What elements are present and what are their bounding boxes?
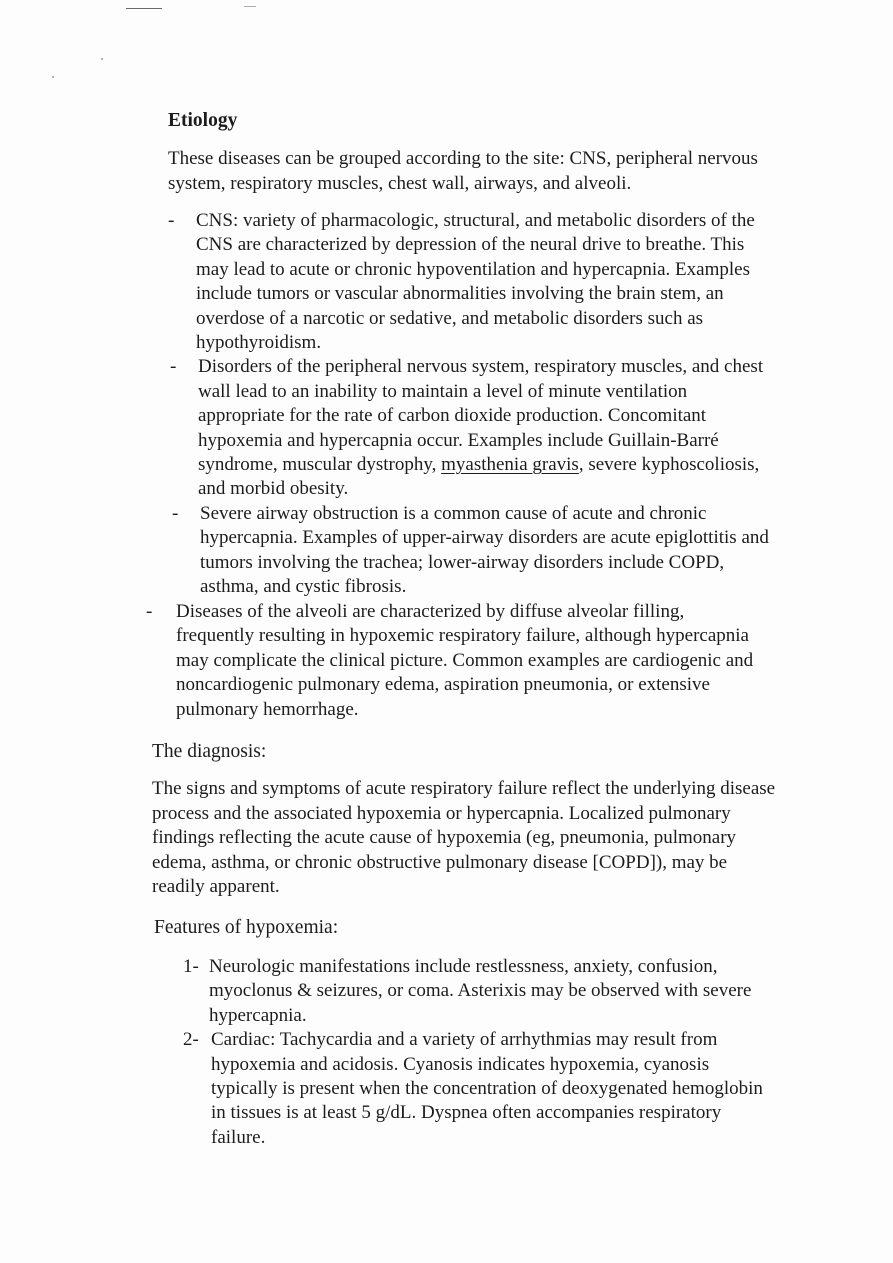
list-item — [170, 355, 770, 501]
underlined-term: myasthenia gravis — [441, 454, 579, 476]
alveoli-item-container — [146, 600, 766, 722]
scan-artifact-line — [244, 6, 256, 7]
scan-artifact-dot — [52, 76, 54, 78]
list-item-text: CNS: variety of pharmacologic, structural, and metabolic disorders of the CNS are characterized by depression of the neural drive to breathe. This may lead to acute or chronic hypoventilation and hypercapnia. Examples include tumors or vascular abnormalities involving the brain stem, an overdose of a narcotic or sedative, and metabolic disorders such as hypothyroidism. — [196, 210, 755, 354]
list-item-text: Cardiac: Tachycardia and a variety of arrhythmias may result from hypoxemia and acidosis. Cyanosis indicates hypoxemia, cyanosis typically is present when the concentration of deoxygenated hemoglobin in tissues is at least 5 g/dL. Dyspnea often accompanies respiratory failure. — [211, 1029, 763, 1148]
list-number: 1- — [183, 956, 199, 977]
list-item-text: Disorders of the peripheral nervous system, respiratory muscles, and chest wall lead to an inability to maintain a level of minute ventilation appropriate for the rate of carbon dioxide production. Concomitant hypoxemia and hypercapnia occur. Examples include Guillain-Barré syndrome, muscular dystrophy, — [198, 356, 764, 476]
hypoxemia-list — [183, 955, 779, 1150]
list-marker: - — [168, 210, 175, 231]
list-item-text: , severe kyphoscoliosis, and morbid obesity. — [198, 454, 760, 500]
diagnosis-heading: The diagnosis: — [152, 741, 267, 762]
list-item — [183, 955, 779, 1028]
list-marker: - — [172, 502, 179, 524]
list-item — [172, 502, 770, 600]
diagnosis-text: The signs and symptoms of acute respiratory failure reflect the underlying disease process and the associated hypoxemia or hypercapnia. Localized pulmonary findings reflecting the acute cause of hypoxemia (eg, pneumonia, pulmonary edema, asthma, or chronic obstructive pulmonary disease [COPD]), may be readily apparent. — [152, 778, 776, 898]
etiology-heading: Etiology — [168, 110, 238, 131]
list-item — [146, 600, 766, 722]
list-marker: - — [146, 601, 153, 622]
list-item-text: Diseases of the alveoli are characterized by diffuse alveolar filling, frequently resulting in hypoxemic respiratory failure, although hypercapnia may complicate the clinical picture. Common examples are cardiogenic and noncardiogenic pulmonary edema, aspiration pneumonia, or extensive pulmonary hemorrhage. — [176, 601, 754, 720]
list-number: 2- — [183, 1029, 199, 1051]
list-item-text: Severe airway obstruction is a common cause of acute and chronic hypercapnia. Examples of upper-airway disorders are acute epiglottitis and tumors involving the trachea; lower-airway disorders include COPD, asthma, and cystic fibrosis. — [200, 502, 769, 598]
etiology-intro: These diseases can be grouped according to the site: CNS, peripheral nervous system, respiratory muscles, chest wall, airways, and alveoli. — [168, 148, 758, 194]
list-item — [168, 209, 770, 355]
list-item-text: Neurologic manifestations include restlessness, anxiety, confusion, myoclonus & seizures, or coma. Asterixis may be observed with severe hypercapnia. — [209, 956, 752, 1026]
scan-artifact-dot — [101, 58, 103, 60]
hypoxemia-heading: Features of hypoxemia: — [154, 917, 339, 938]
list-item — [183, 1028, 779, 1150]
list-marker: - — [170, 356, 177, 378]
etiology-list — [168, 209, 770, 600]
scan-artifact-line — [126, 8, 162, 9]
